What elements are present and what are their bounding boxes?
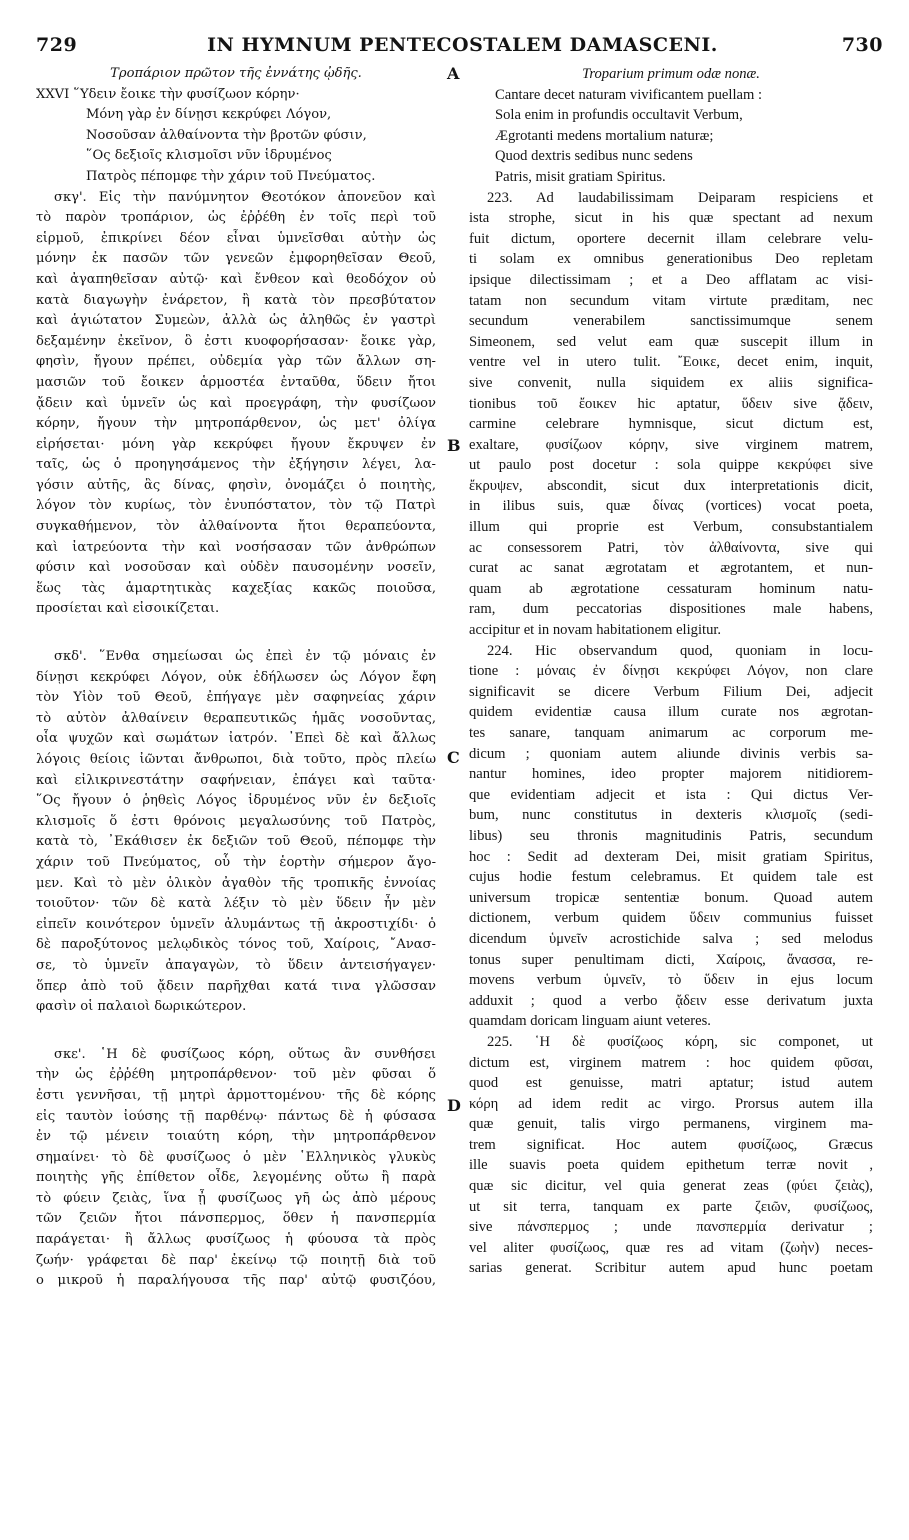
- text-line: λόγον τὸν κυρίως, τὸν ἐνυπόστατον, τὸν τῷ Πατρὶ: [36, 498, 436, 514]
- text-line: προσίεται καὶ εἰσοικίζεται.: [36, 601, 220, 617]
- text-line: tatam non secundum vitam virtute præditam, nec: [469, 292, 873, 309]
- text-line: ti solam ex omnibus generationibus Deo repletam: [469, 251, 873, 268]
- text-line: ἕως τὰς ἁμαρτητικὰς καχεξίας κακῶς ποιοῦσα,: [36, 580, 436, 596]
- text-line: quod est genuisse, matri aptatur; istud autem: [469, 1075, 873, 1092]
- text-line: ut sit terra, tanquam ex parte ζειῶν, φυσίζωος,: [469, 1198, 873, 1215]
- text-line: tes sanare, tanquam animarum ac corporum me-: [469, 725, 873, 741]
- margin-marker-d: D: [447, 1096, 461, 1115]
- text-line: τῶν ζειῶν ἤτοι πάνσπερμος, ὅθεν ἡ πανσπερμία: [36, 1211, 436, 1227]
- text-line: φύσιν καὶ νοσοῦσαν καὶ οὐδὲν παυσομένην νοσεῖν,: [36, 560, 436, 576]
- text-line: ῞Ος ἤγουν ὁ ῥηθεὶς Λόγος ἱδρυμένος νῦν ἐν δεξιοῖς: [36, 793, 436, 809]
- text-line: que evidentiam adjecit et ista : Qui dictus Ver-: [469, 786, 873, 803]
- text-line: tionibus τοῦ ἔοικεν hic aptatur, ὕδειν sive ᾄδειν,: [469, 395, 873, 412]
- text-line: accipitur et in novam habitationem eligitur.: [469, 622, 722, 639]
- text-line: μόνην ἐκ πασῶν τῶν γενεῶν ἐμφορηθεῖσαν Θεοῦ,: [36, 251, 436, 267]
- text-line: in ilibus suis, quæ δίνας (vortices) vocat poeta,: [469, 498, 873, 515]
- text-line: κλισμοῖς ὅ ἐστι θρόνοις μεγαλωσύνης τοῦ Πατρὸς,: [36, 813, 436, 829]
- text-line: δίνῃσι κεκρύφει Λόγον, οὐκ ἐδήλωσεν ὡς Λόγον ἔφη: [36, 669, 436, 685]
- text-block: [36, 64, 436, 620]
- text-line: τοιοῦτον· τῶν δὲ κατὰ λέξιν τὸ μὲν ὕδειν ἦν μὲν: [36, 896, 436, 912]
- text-line: Τροπάριον πρῶτον τῆς ἐννάτης ᾠδῆς.: [110, 66, 362, 81]
- text-line: μεν. Καὶ τὸ μὲν ὁλικὸν ἀγαθὸν τῆς τροπικῆς ἐννοίας: [36, 875, 436, 891]
- margin-marker-b: B: [447, 436, 461, 455]
- text-line: σημαίνει· τὸ δὲ φυσίζωος ὁ μὲν ῾Ελληνικὸς γλυκὺς: [36, 1149, 436, 1165]
- text-line: Patris, misit gratiam Spiritus.: [495, 168, 666, 185]
- text-line: Πατρὸς πέπομφε τὴν χάριν τοῦ Πνεύματος.: [86, 168, 376, 184]
- text-line: cujus hodie festum celebramus. Et quidem tale est: [469, 869, 873, 886]
- text-line: curat ac sanat ægrotatam et ægrotantem, et nun-: [469, 560, 873, 577]
- text-line: dicum ; quoniam autem aliunde divinis verbis sa-: [469, 745, 873, 762]
- page-number-left: 729: [36, 34, 78, 56]
- text-line: fuit dictum, oportere decernit illam celebrare velu-: [469, 230, 873, 247]
- text-line: ipsique dilectissimam ; et a Deo afflatam ac visi-: [469, 271, 873, 288]
- text-line: movens verbum ὑμνεῖν, τὸ ὕδειν in ejus locum: [469, 972, 873, 989]
- text-line: καὶ ἁγιώτατον Συμεὼν, ἀλλὰ ὡς ἀληθῶς ἐν γαστρὶ: [36, 313, 436, 329]
- text-line: ram, dum peccatorias dispositiones male habens,: [469, 601, 873, 618]
- text-line: sarias generat. Scribitur autem apud hunc poetam: [469, 1260, 873, 1277]
- text-line: εἰπεῖν κοινότερον ὑμνεῖν ἀλυμάντως τῇ ἀκροστιχίδι· ὁ: [36, 916, 436, 932]
- text-line: quamdam doricam linguam aiunt veteres.: [469, 1013, 711, 1030]
- text-line: trem significat. Hoc autem φυσίζωος, Græcus: [469, 1136, 873, 1153]
- text-line: adduxit ; quod a verbo ᾄδειν esse derivatum juxta: [469, 992, 873, 1009]
- text-line: δεξαμένην ἐκεῖνον, ὃ ἐστι κυοφορήσασαν· ἔοικε γὰρ,: [36, 333, 436, 349]
- text-line: libus) seu thronis magnitudinis Patris, secundum: [469, 827, 873, 844]
- text-line: ut paulo post docetur : sola quippe κεκρύφει sive: [469, 457, 873, 474]
- text-line: κόρην, ἤγουν τὴν μητροπάρθενον, ὡς μετ' ὀλίγα: [36, 416, 436, 432]
- text-block: [36, 1045, 436, 1292]
- text-line: εἰς ταυτὸν ἰούσης τῇ παρθένῳ· πάντως δὲ ἡ φύσασα: [36, 1108, 436, 1124]
- text-line: ο μικροῦ ἡ παραλήγουσα τῆς παρ' αὐτῷ φυσιζόου,: [36, 1273, 436, 1289]
- text-line: τὸ αὐτὸν ἀλθαίνειν θεραπευτικῶς ἡμᾶς νοσοῦντας,: [36, 710, 436, 726]
- text-line: ἐστι γεννῆσαι, τῇ μητρὶ ἁρμοττομένου· τῆς δὲ κόρης: [36, 1087, 436, 1103]
- text-line: ῞Ος δεξιοῖς κλισμοῖσι νῦν ἱδρυμένος: [86, 148, 332, 164]
- text-line: φησὶν, ἤγουν πρέπει, οὐδεμία γὰρ τῶν ἄλλων ση-: [36, 354, 436, 370]
- text-line: quæ sic dicitur, vel quia generat zeas (φύει ζειὰς),: [469, 1178, 873, 1195]
- text-line: φασὶν οἱ παλαιοὶ δωρικώτερον.: [36, 999, 247, 1015]
- text-line: Sola enim in profundis occultavit Verbum,: [495, 107, 743, 124]
- text-line: bum, nunc constitutus in dexteris κλισμοῖς (sedi-: [469, 807, 873, 824]
- text-line: Νοσοῦσαν ἀλθαίνοντα τὴν βροτῶν φύσιν,: [86, 127, 367, 143]
- running-title: IN HYMNUM PENTECOSTALEM DAMASCENI.: [207, 34, 718, 56]
- text-line: ᾄδειν καὶ ὑμνεῖν ὡς καὶ προεγράφη, τὴν φυσίζωον: [36, 395, 436, 411]
- text-line: ποιητὴς γῆς ἐπίθετον οἶδε, λεγομένης οὕτω ἢ παρὰ: [36, 1170, 436, 1186]
- text-line: secundum venerabilem sanctissimumque senem: [469, 313, 873, 330]
- text-line: quidem evidentiæ causa illum curate nos ægrotan-: [469, 704, 873, 721]
- text-line: ille suavis poeta quidem epithetum terræ novit ,: [469, 1157, 873, 1174]
- text-line: tione : μόναις ἐν δίνῃσι κεκρύφει Λόγον, non clare: [469, 663, 873, 680]
- text-line: Cantare decet naturam vivificantem puellam :: [495, 86, 763, 103]
- text-line: εἱρμοῦ, ἐπικρίνει δέον εἶναι ὑμνεῖσθαι αὐτὴν ὡς: [36, 230, 436, 246]
- text-line: μασιῶν τοῦ ἔοικεν ἁρμοστέα ἐνταῦθα, ὕδειν ἤτοι: [36, 374, 436, 390]
- text-line: τὸν Υἱὸν τοῦ Θεοῦ, ἐπήγαγε μὲν σαφηνείας χάριν: [36, 690, 436, 706]
- text-line: Quod dextris sedibus nunc sedens: [495, 148, 693, 165]
- text-block: [469, 64, 873, 1279]
- margin-marker-a: A: [447, 64, 460, 83]
- text-line: σε, τὸ ὑμνεῖν ἀπαγαγὼν, τὸ ὕδειν ἀντεισήγαγεν·: [36, 957, 436, 973]
- page-header: [36, 34, 889, 60]
- page-number-right: 730: [841, 34, 883, 56]
- text-line: sive convenit, nulla siquidem ex aliis significa-: [469, 374, 873, 391]
- text-line: tonus super penultimam dicti, Χαίροις, ἄνασσα, re-: [469, 951, 873, 968]
- text-line: εἰρήσεται· μόνη γὰρ κεκρύφει ἤγουν ἔκρυψεν ἐν: [36, 436, 436, 452]
- text-line: κόρη ad idem redit ac virgo. Prorsus autem illa: [469, 1095, 873, 1112]
- text-line: nantur homines, ideo propter majorem nitidiorem-: [469, 766, 873, 783]
- text-line: ἐν τῷ μένειν τοιαύτη κόρη, τὴν μητροπάρθενον: [36, 1129, 436, 1145]
- text-block: [36, 647, 436, 1018]
- text-line: καὶ ἀγαπηθεῖσαν αὐτῷ· καὶ ἔνθεον καὶ θεοδόχον οὐ: [36, 271, 436, 287]
- text-line: καὶ εἰλικρινεστάτην σαφήνειαν, ἐπάγει καὶ ταῦτα·: [36, 772, 436, 788]
- text-line: universum tropicæ sententiæ bonum. Quoad autem: [469, 889, 873, 906]
- text-line: ἔκρυψεν, abscondit, sicut dux interpretationis dicit,: [469, 477, 873, 494]
- text-line: 224. Hic observandum quod, quoniam in locu-: [487, 642, 873, 659]
- text-line: Ægrotanti medens mortalium naturæ;: [495, 127, 714, 144]
- text-line: ζωήν· γράφεται δὲ παρ' ἐκείνῳ τῷ ποιητῇ διὰ τοῦ: [36, 1252, 436, 1268]
- text-line: ac consessorem Patri, τὸν ἀλθαίνοντα, sive qui: [469, 539, 873, 556]
- text-line: 225. ῾Η δὲ φυσίζωος κόρη, sic componet, ut: [487, 1033, 873, 1050]
- text-line: τὸ φύειν ζειὰς, ἵνα ᾖ φυσίζωος γῆ ὡς ἀπὸ μέρους: [36, 1190, 436, 1206]
- text-line: γόσιν αὐτῆς, ἃς δίνας, φησὶν, ὀνομάζει ὁ ποιητὴς,: [36, 477, 436, 493]
- text-line: dictum est, virginem matrem : hoc quidem φῦσαι,: [469, 1054, 873, 1071]
- text-line: carmine celebrare hymnisque, sicut dictum est,: [469, 416, 873, 433]
- text-line: ista strophe, sicut in his quæ spectant ad nexum: [469, 210, 873, 227]
- text-line: sive πάνσπερμος ; unde πανσπερμία derivatur ;: [469, 1219, 873, 1236]
- greek-text-column: [36, 64, 436, 1312]
- latin-text-column: [469, 64, 873, 1299]
- text-line: Troparium primum odæ nonæ.: [582, 66, 760, 82]
- text-line: 223. Ad laudabilissimam Deiparam respiciens et: [487, 189, 873, 206]
- text-line: ταῖς, ὡς ὁ προηγησάμενος τὴν ἐξήγησιν λέγει, λα-: [36, 457, 436, 473]
- text-line: exaltare, φυσίζωον κόρην, sive virginem matrem,: [469, 436, 873, 453]
- text-line: vel aliter φυσίζωος, quæ res ad vitam (ζωὴν) neces-: [469, 1239, 873, 1256]
- margin-marker-c: C: [447, 748, 460, 767]
- text-line: κατὰ διαγωγὴν ἐνάρετον, ἢ κατὰ τὸν πρεσβύτατον: [36, 292, 436, 308]
- text-line: σκγ'. Εἰς τὴν πανύμνητον Θεοτόκον ἀπονεῦον καὶ: [54, 189, 436, 205]
- text-line: dictionem, verbum quidem ὕδειν communius fuisset: [469, 910, 873, 927]
- text-line: χάριν τοῦ Πνεύματος, οὗ τὴν ἑορτὴν σήμερον ἄγο-: [36, 854, 436, 870]
- text-line: οἷα ψυχῶν καὶ σωμάτων ἰατρόν. ᾿Επεὶ δὲ καὶ ἄλλως: [36, 731, 436, 747]
- text-line: τὸ παρὸν τροπάριον, ὡς ἐῤῥέθη ἐν τοῖς περὶ τοῦ: [36, 210, 436, 226]
- text-line: ventre vel in utero tulit. ῎Εοικε, decet enim, inquit,: [469, 354, 873, 371]
- text-line: σκε'. ῾Η δὲ φυσίζωος κόρη, οὕτως ἂν συνθήσει: [54, 1046, 436, 1062]
- text-line: σκδ'. ῞Ενθα σημείωσαι ὡς ἐπεὶ ἐν τῷ μόναις ἐν: [54, 649, 436, 665]
- text-line: illum qui proprie est Verbum, consubstantialem: [469, 519, 873, 536]
- text-line: λόγοις θείοις ἰῶνται ἄνθρωποι, διὰ τοῦτο, πρὸς πλείω: [36, 752, 436, 767]
- text-line: δὲ παροξύτονος μελῳδικὸς τόνος τοῦ, Χαίροις, ῎Ανασ-: [36, 937, 436, 953]
- text-line: ὅπερ ἀπὸ τοῦ ᾄδειν παρῆχθαι κατά τινα γλῶσσαν: [36, 978, 436, 994]
- text-line: quæ genuit, talis virgo permanens, virginem ma-: [469, 1116, 873, 1133]
- text-line: XXVI ῞Υδειν ἔοικε τὴν φυσίζωον κόρην·: [36, 86, 300, 102]
- text-line: Μόνη γὰρ ἐν δίνῃσι κεκρύφει Λόγον,: [86, 107, 332, 123]
- text-line: quam ab ægrotatione cessaturam hominum natu-: [469, 580, 873, 597]
- text-line: τὴν ὡς ἐῤῥέθη μητροπάρθενον· τοῦ μὲν φῦσαι ὅ: [36, 1067, 436, 1083]
- text-line: κατὰ τὸ, ᾿Εκάθισεν ἐκ δεξιῶν τοῦ Θεοῦ, πέπομφε τὴν: [36, 834, 436, 850]
- text-line: καὶ ἰατρεύοντα τὴν καὶ νοσήσασαν τῶν ἀνθρώπων: [36, 539, 436, 555]
- text-line: συγκαθήμενον, τὸν ἀλθαίνοντα ἤτοι θεραπεύοντα,: [36, 519, 436, 535]
- text-line: dicendum ὑμνεῖν acrostichide salva ; sed melodus: [469, 930, 873, 947]
- text-line: παράγεται· ἢ ἄλλως φυσίζωος ἡ φύουσα τὰ πρὸς: [36, 1232, 436, 1248]
- text-line: significavit se dicere Verbum Filium Dei, adjecit: [469, 683, 873, 700]
- text-line: hoc : Sedit ad dexteram Dei, misit gratiam Spiritus,: [469, 848, 873, 865]
- text-line: Simeonem, sed velut eam quæ suscepit illum in: [469, 333, 873, 350]
